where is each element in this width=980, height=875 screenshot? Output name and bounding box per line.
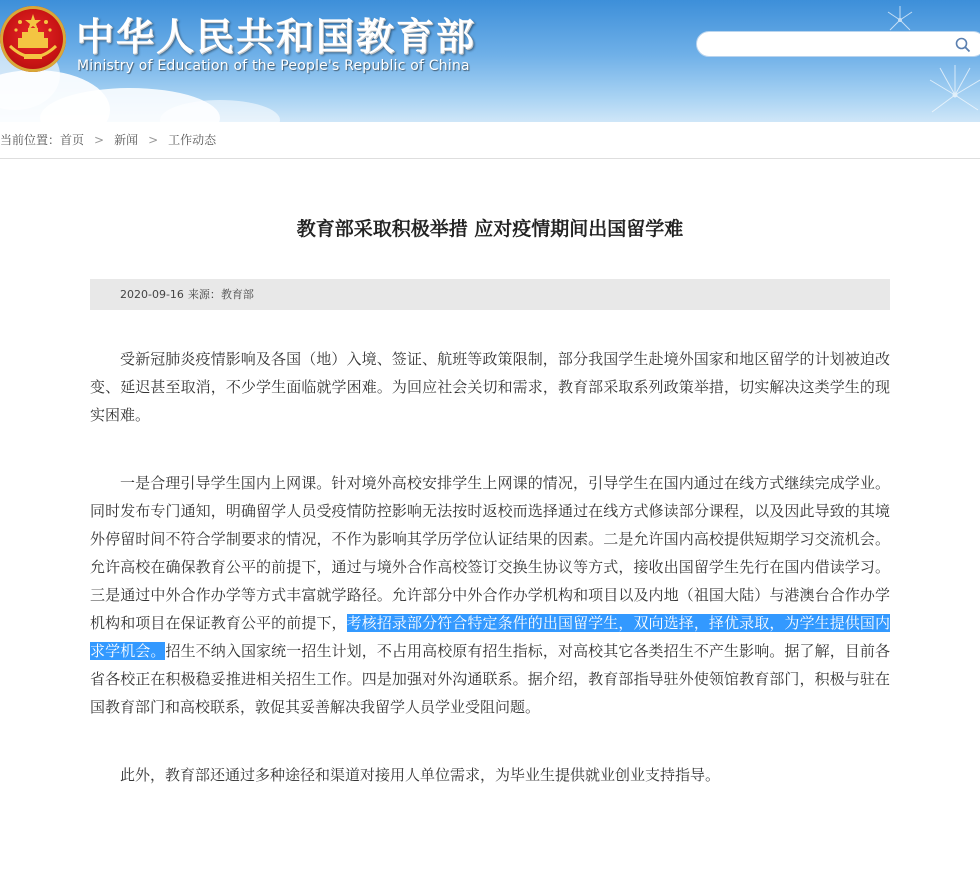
site-subtitle: Ministry of Education of the People's Republic of China bbox=[77, 58, 470, 74]
chevron-right-icon: > bbox=[94, 133, 105, 147]
selected-text-highlight[interactable]: 考核招录部分符合特定条件的出国留学生，双向选择，择优录取，为学生提供国内求学机会。 bbox=[90, 614, 890, 660]
dandelion-decoration-icon bbox=[860, 0, 980, 122]
breadcrumb-home-link[interactable]: 首页 bbox=[60, 133, 85, 147]
divider bbox=[0, 158, 980, 159]
article-source: 教育部 bbox=[220, 288, 254, 301]
breadcrumb-news-link[interactable]: 新闻 bbox=[114, 133, 139, 147]
article-paragraph: 此外，教育部还通过多种途径和渠道对接用人单位需求，为毕业生提供就业创业支持指导。 bbox=[120, 766, 721, 784]
search-box[interactable] bbox=[696, 31, 980, 57]
national-emblem-icon[interactable] bbox=[0, 6, 66, 72]
article-paragraph: 受新冠肺炎疫情影响及各国（地）入境、签证、航班等政策限制，部分我国学生赴境外国家和地区留学的计划被迫改变、延迟甚至取消，不少学生面临就学困难。为回应社会关切和需求，教育部采取系列政策举措，切实解决这类学生的现实困难。 bbox=[90, 350, 890, 424]
breadcrumb-work-news-link[interactable]: 工作动态 bbox=[168, 133, 217, 147]
article-source-label: 来源： bbox=[187, 288, 221, 301]
search-icon[interactable] bbox=[955, 37, 971, 53]
paragraph-text: 一是合理引导学生国内上网课。针对境外高校安排学生上网课的情况，引导学生在国内通过在线方式继续完成学业。同时发布专门通知，明确留学人员受疫情防控影响无法按时返校而选择通过在线方式修读部分课程，以及因此导致的其境外停留时间不符合学制要求的情况，不作为影响其学历学位认证结果的因素。二是允许国内高校提供短期学习交流机会。允许高校在确保教育公平的前提下，通过与境外合作高校签订交换生协议等方式，接收出国留学生先行在国内借读学习。三是通过中外合作办学等方式丰富就学路径。允许部分中外合作办学机构和项目以及内地（祖国大陆）与港澳台合作办学机构和项目在保证教育公平的前提下， bbox=[90, 474, 890, 632]
site-title[interactable]: 中华人民共和国教育部 bbox=[76, 15, 477, 59]
article-date: 2020-09-16 bbox=[120, 288, 184, 301]
paragraph-text: 招生不纳入国家统一招生计划，不占用高校原有招生指标，对高校其它各类招生不产生影响。据了解，目前各省各校正在积极稳妥推进相关招生工作。四是加强对外沟通联系。据介绍，教育部指导驻外使领馆教育部门，积极与驻在国教育部门和高校联系，敦促其妥善解决我留学人员学业受阻问题。 bbox=[90, 642, 890, 716]
chevron-right-icon: > bbox=[148, 133, 159, 147]
article-body bbox=[90, 345, 890, 829]
article-paragraph bbox=[90, 469, 890, 721]
article-meta bbox=[90, 279, 890, 310]
article-title: 教育部采取积极举措 应对疫情期间出国留学难 bbox=[296, 218, 684, 240]
site-header bbox=[0, 0, 980, 122]
search-input[interactable] bbox=[709, 35, 943, 55]
breadcrumb-prefix: 当前位置： bbox=[0, 133, 61, 147]
breadcrumb bbox=[0, 122, 980, 158]
